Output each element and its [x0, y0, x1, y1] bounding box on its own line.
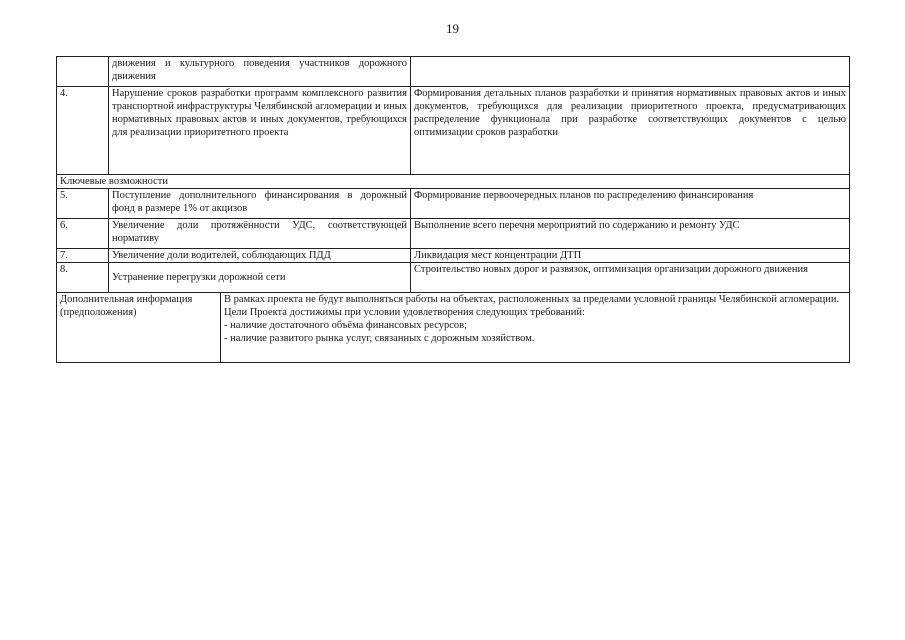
- risk-cell: движения и культурного поведения участников дорожного движения: [109, 57, 411, 87]
- additional-info-label: Дополнительная информация (предположения): [57, 293, 221, 363]
- section-title: Ключевые возможности: [57, 175, 850, 189]
- action-cell: Ликвидация мест концентрации ДТП: [411, 249, 850, 263]
- table-row-7: [57, 249, 850, 263]
- assumption-line: В рамках проекта не будут выполняться работы на объектах, расположенных за пределами условной границы Челябинской агломерации.: [224, 294, 840, 305]
- assumption-line: - наличие развитого рынка услуг, связанных с дорожным хозяйством.: [224, 333, 535, 344]
- action-cell: Формирования детальных планов разработки и принятия нормативных правовых актов и иных документов, требующихся для реализации приоритетного проекта, предусматривающих распределение функционала при разработке соответствующих документов с целью оптимизации сроков разработки: [411, 87, 850, 175]
- assumption-line: Цели Проекта достижимы при условии удовлетворения следующих требований:: [224, 307, 585, 318]
- opportunity-cell: Увеличение доли протяжённости УДС, соответствующей нормативу: [109, 219, 411, 249]
- table-row-8: [57, 263, 850, 293]
- row-number-cell: 5.: [57, 189, 109, 219]
- additional-info-row: [57, 293, 850, 363]
- risk-cell: Нарушение сроков разработки программ комплексного развития транспортной инфраструктуры Челябинской агломерации и иных нормативных правовых актов и иных документов, требующихся для реализации приоритетного проекта: [109, 87, 411, 175]
- row-number-cell: 4.: [57, 87, 109, 175]
- action-cell: [411, 57, 850, 87]
- row-number-cell: 7.: [57, 249, 109, 263]
- table-row-4: [57, 87, 850, 175]
- section-header-row: [57, 175, 850, 189]
- additional-info-content: [221, 293, 850, 363]
- opportunity-cell: Поступление дополнительного финансирования в дорожный фонд в размере 1% от акцизов: [109, 189, 411, 219]
- table-row-5: [57, 189, 850, 219]
- row-number-cell: [57, 57, 109, 87]
- table-row-6: [57, 219, 850, 249]
- action-cell: Выполнение всего перечня мероприятий по содержанию и ремонту УДС: [411, 219, 850, 249]
- action-cell: Формирование первоочередных планов по распределению финансирования: [411, 189, 850, 219]
- row-number-cell: 6.: [57, 219, 109, 249]
- assumption-line: - наличие достаточного объёма финансовых ресурсов;: [224, 320, 468, 331]
- page-number: 19: [446, 21, 459, 36]
- opportunity-cell: Устранение перегрузки дорожной сети: [109, 263, 411, 293]
- row-number-cell: 8.: [57, 263, 109, 293]
- table-row-continued: [57, 57, 850, 87]
- action-cell: Строительство новых дорог и развязок, оптимизация организации дорожного движения: [411, 263, 850, 293]
- opportunity-cell: Увеличение доли водителей, соблюдающих ПДД: [109, 249, 411, 263]
- risks-opportunities-table: [56, 56, 850, 363]
